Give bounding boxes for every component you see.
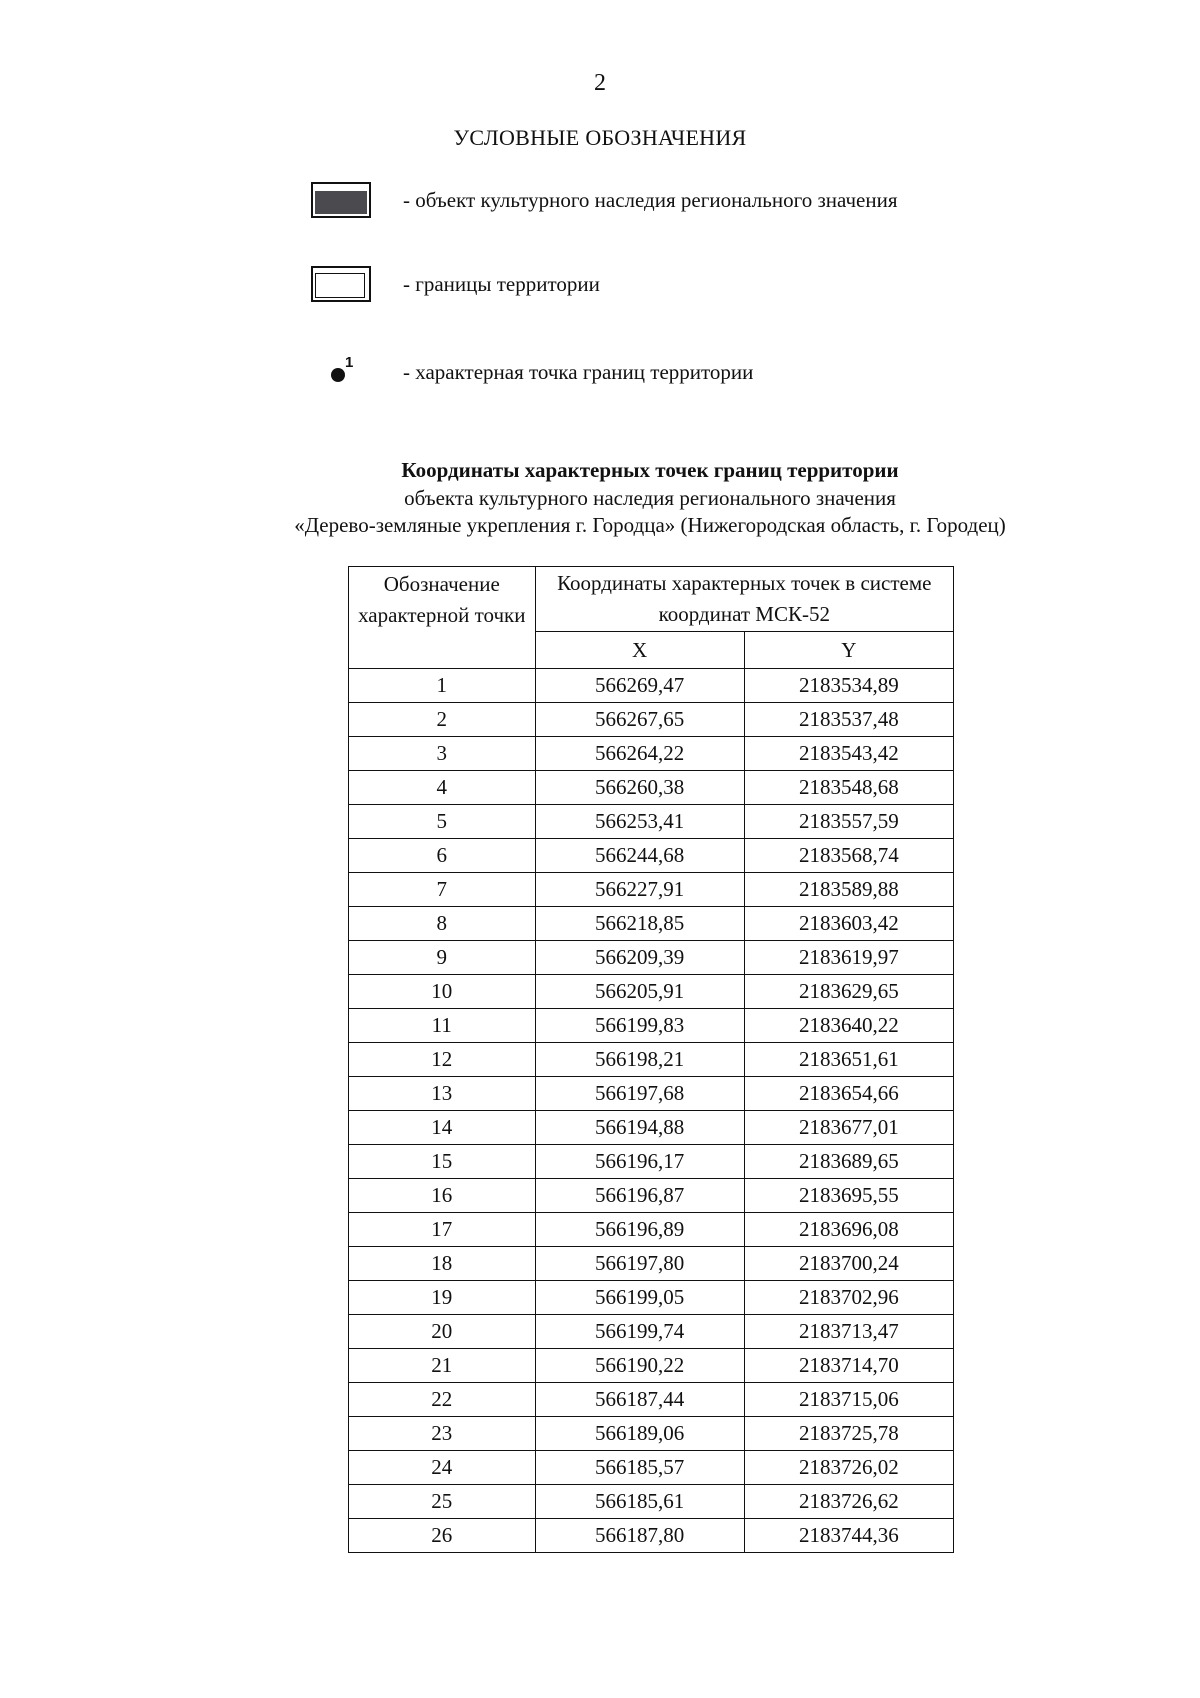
x-coordinate-cell: 566190,22 <box>535 1349 744 1383</box>
y-coordinate-cell: 2183543,42 <box>744 737 953 771</box>
y-coordinate-cell: 2183696,08 <box>744 1213 953 1247</box>
point-number-cell: 18 <box>349 1247 536 1281</box>
table-row <box>349 1519 954 1553</box>
point-number-cell: 17 <box>349 1213 536 1247</box>
table-row <box>349 1179 954 1213</box>
x-coordinate-cell: 566209,39 <box>535 941 744 975</box>
table-row <box>349 771 954 805</box>
y-coordinate-cell: 2183557,59 <box>744 805 953 839</box>
x-coordinate-cell: 566218,85 <box>535 907 744 941</box>
point-marker-label: 1 <box>345 354 354 371</box>
table-row <box>349 1315 954 1349</box>
coordinates-table-body <box>349 669 954 1553</box>
x-coordinate-cell: 566187,80 <box>535 1519 744 1553</box>
point-number-cell: 12 <box>349 1043 536 1077</box>
x-coordinate-cell: 566260,38 <box>535 771 744 805</box>
x-coordinate-cell: 566196,87 <box>535 1179 744 1213</box>
point-number-cell: 23 <box>349 1417 536 1451</box>
point-number-cell: 16 <box>349 1179 536 1213</box>
y-coordinate-cell: 2183629,65 <box>744 975 953 1009</box>
table-row <box>349 1383 954 1417</box>
point-number-cell: 8 <box>349 907 536 941</box>
table-row <box>349 1247 954 1281</box>
point-number-cell: 14 <box>349 1111 536 1145</box>
point-number-cell: 4 <box>349 771 536 805</box>
table-row <box>349 1281 954 1315</box>
y-coordinate-cell: 2183534,89 <box>744 669 953 703</box>
x-coordinate-cell: 566264,22 <box>535 737 744 771</box>
y-coordinate-cell: 2183589,88 <box>744 873 953 907</box>
x-coordinate-cell: 566244,68 <box>535 839 744 873</box>
table-row <box>349 975 954 1009</box>
outlined-rectangle-icon <box>311 266 371 302</box>
coordinates-subtitle: объекта культурного наследия регионального значения <box>404 486 896 510</box>
point-number-cell: 3 <box>349 737 536 771</box>
y-coordinate-cell: 2183744,36 <box>744 1519 953 1553</box>
header-y: Y <box>744 632 953 669</box>
header-coordinates: Координаты характерных точек в системе координат МСК-52 <box>535 567 953 632</box>
point-number-cell: 15 <box>349 1145 536 1179</box>
x-coordinate-cell: 566205,91 <box>535 975 744 1009</box>
x-coordinate-cell: 566199,05 <box>535 1281 744 1315</box>
y-coordinate-cell: 2183689,65 <box>744 1145 953 1179</box>
x-coordinate-cell: 566196,17 <box>535 1145 744 1179</box>
coordinates-table <box>348 566 954 1553</box>
x-coordinate-cell: 566227,91 <box>535 873 744 907</box>
y-coordinate-cell: 2183725,78 <box>744 1417 953 1451</box>
x-coordinate-cell: 566199,74 <box>535 1315 744 1349</box>
legend-item-heritage-object <box>311 180 897 220</box>
x-coordinate-cell: 566199,83 <box>535 1009 744 1043</box>
x-coordinate-cell: 566197,80 <box>535 1247 744 1281</box>
x-coordinate-cell: 566198,21 <box>535 1043 744 1077</box>
x-coordinate-cell: 566267,65 <box>535 703 744 737</box>
legend-title: УСЛОВНЫЕ ОБОЗНАЧЕНИЯ <box>453 125 747 150</box>
y-coordinate-cell: 2183726,62 <box>744 1485 953 1519</box>
legend-item-label: - объект культурного наследия регионального значения <box>403 187 898 212</box>
table-row <box>349 1145 954 1179</box>
point-number-cell: 25 <box>349 1485 536 1519</box>
x-coordinate-cell: 566185,61 <box>535 1485 744 1519</box>
header-x: X <box>535 632 744 669</box>
point-number-cell: 10 <box>349 975 536 1009</box>
point-number-cell: 5 <box>349 805 536 839</box>
y-coordinate-cell: 2183702,96 <box>744 1281 953 1315</box>
y-coordinate-cell: 2183713,47 <box>744 1315 953 1349</box>
x-coordinate-cell: 566187,44 <box>535 1383 744 1417</box>
y-coordinate-cell: 2183700,24 <box>744 1247 953 1281</box>
y-coordinate-cell: 2183677,01 <box>744 1111 953 1145</box>
point-number-cell: 2 <box>349 703 536 737</box>
point-number-cell: 21 <box>349 1349 536 1383</box>
x-coordinate-cell: 566196,89 <box>535 1213 744 1247</box>
table-row <box>349 1111 954 1145</box>
x-coordinate-cell: 566194,88 <box>535 1111 744 1145</box>
table-row <box>349 1077 954 1111</box>
table-row <box>349 669 954 703</box>
table-row <box>349 737 954 771</box>
point-number-cell: 26 <box>349 1519 536 1553</box>
point-number-cell: 11 <box>349 1009 536 1043</box>
table-row <box>349 907 954 941</box>
page-number: 2 <box>594 70 606 96</box>
y-coordinate-cell: 2183640,22 <box>744 1009 953 1043</box>
table-row <box>349 1009 954 1043</box>
y-coordinate-cell: 2183568,74 <box>744 839 953 873</box>
table-row <box>349 873 954 907</box>
legend-item-label: - характерная точка границ территории <box>403 359 754 384</box>
point-number-cell: 1 <box>349 669 536 703</box>
x-coordinate-cell: 566269,47 <box>535 669 744 703</box>
point-number-cell: 9 <box>349 941 536 975</box>
header-point-designation: Обозначение характерной точки <box>349 567 536 669</box>
point-number-cell: 24 <box>349 1451 536 1485</box>
y-coordinate-cell: 2183714,70 <box>744 1349 953 1383</box>
y-coordinate-cell: 2183603,42 <box>744 907 953 941</box>
point-number-cell: 6 <box>349 839 536 873</box>
table-row <box>349 1349 954 1383</box>
table-row <box>349 839 954 873</box>
table-row <box>349 1043 954 1077</box>
coordinates-title: Координаты характерных точек границ территории <box>401 458 899 482</box>
y-coordinate-cell: 2183726,02 <box>744 1451 953 1485</box>
point-number-cell: 22 <box>349 1383 536 1417</box>
legend-item-territory-boundary <box>311 264 600 304</box>
legend-item-boundary-point <box>311 352 753 392</box>
y-coordinate-cell: 2183651,61 <box>744 1043 953 1077</box>
y-coordinate-cell: 2183548,68 <box>744 771 953 805</box>
legend-item-label: - границы территории <box>403 271 600 296</box>
point-marker-icon <box>311 354 371 390</box>
table-row <box>349 1417 954 1451</box>
y-coordinate-cell: 2183715,06 <box>744 1383 953 1417</box>
point-number-cell: 13 <box>349 1077 536 1111</box>
y-coordinate-cell: 2183619,97 <box>744 941 953 975</box>
x-coordinate-cell: 566253,41 <box>535 805 744 839</box>
filled-rectangle-icon <box>311 182 371 218</box>
x-coordinate-cell: 566189,06 <box>535 1417 744 1451</box>
table-row <box>349 805 954 839</box>
x-coordinate-cell: 566197,68 <box>535 1077 744 1111</box>
table-row <box>349 703 954 737</box>
x-coordinate-cell: 566185,57 <box>535 1451 744 1485</box>
point-number-cell: 19 <box>349 1281 536 1315</box>
y-coordinate-cell: 2183695,55 <box>744 1179 953 1213</box>
point-number-cell: 20 <box>349 1315 536 1349</box>
y-coordinate-cell: 2183537,48 <box>744 703 953 737</box>
coordinates-object-name: «Дерево-земляные укрепления г. Городца» (Нижегородская область, г. Городец) <box>294 513 1006 537</box>
table-row <box>349 1213 954 1247</box>
table-row <box>349 1485 954 1519</box>
table-row <box>349 1451 954 1485</box>
table-row <box>349 941 954 975</box>
y-coordinate-cell: 2183654,66 <box>744 1077 953 1111</box>
point-number-cell: 7 <box>349 873 536 907</box>
